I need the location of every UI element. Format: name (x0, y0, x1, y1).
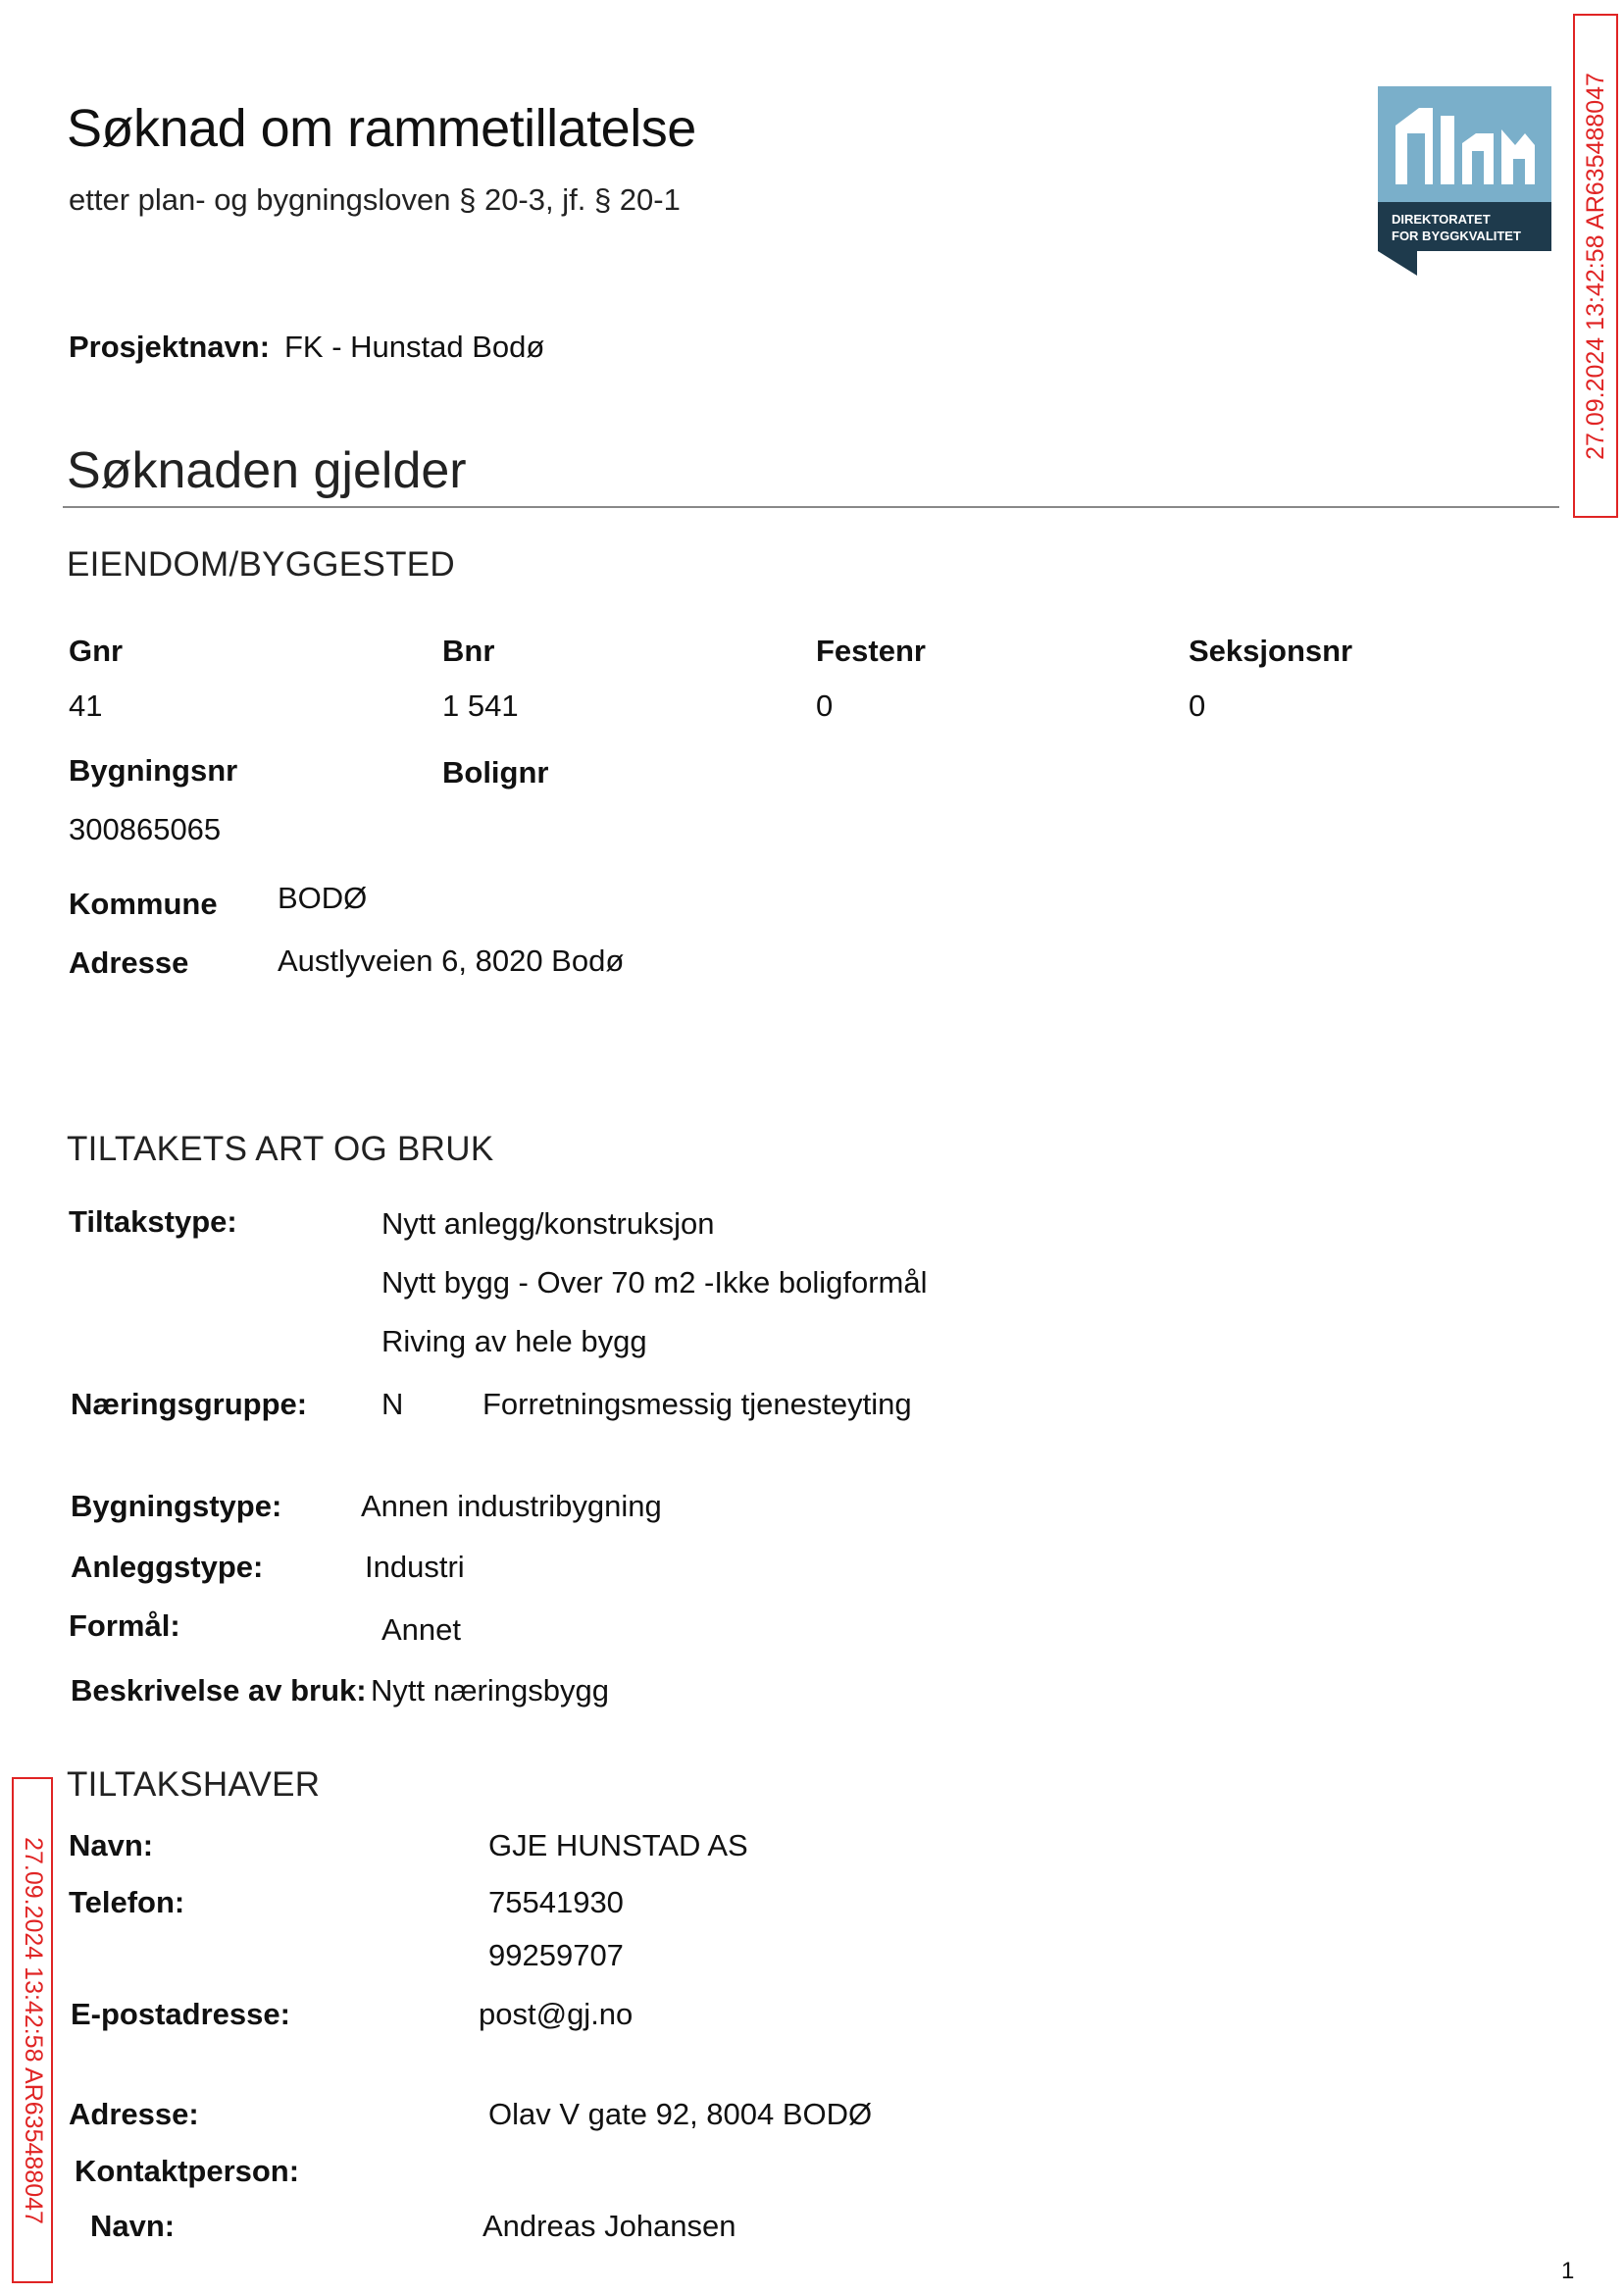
naeringsgruppe-code: N (381, 1387, 404, 1421)
contact-name-value: Andreas Johansen (482, 2209, 736, 2243)
adresse-label: Adresse (69, 945, 189, 980)
section-heading: Søknaden gjelder (67, 442, 467, 499)
applicant-name-value: GJE HUNSTAD AS (488, 1828, 748, 1862)
applicant-phone-value: 75541930 (488, 1885, 624, 1919)
page-number: 1 (1561, 2258, 1575, 2284)
kommune-label: Kommune (69, 887, 218, 921)
applicant-email-value: post@gj.no (479, 1997, 634, 2031)
tiltakstype-item: Nytt anlegg/konstruksjon (381, 1206, 715, 1241)
kommune-value: BODØ (278, 881, 368, 915)
bygningstype-value: Annen industribygning (361, 1489, 662, 1523)
gnr-label: Gnr (69, 634, 124, 668)
naeringsgruppe-text: Forretningsmessig tjenesteyting (482, 1387, 912, 1421)
bygningsnr-label: Bygningsnr (69, 753, 238, 788)
formal-label: Formål: (69, 1608, 180, 1643)
seksjonsnr-value: 0 (1189, 688, 1206, 723)
page-title: Søknad om rammetillatelse (67, 99, 696, 158)
bygningsnr-value: 300865065 (69, 812, 222, 846)
anleggstype-label: Anleggstype: (71, 1550, 264, 1584)
project-name-value: FK - Hunstad Bodø (284, 330, 545, 364)
applicant-phone-value: 99259707 (488, 1938, 624, 1972)
applicant-name-label: Navn: (69, 1828, 154, 1862)
applicant-heading: TILTAKSHAVER (67, 1765, 321, 1804)
bnr-value: 1 541 (442, 688, 519, 723)
registration-stamp-top: 27.09.2024 13:42:58 AR635488047 (1573, 14, 1618, 518)
beskrivelse-value: Nytt næringsbygg (371, 1673, 609, 1708)
property-heading: EIENDOM/BYGGESTED (67, 545, 455, 584)
tiltakstype-label: Tiltakstype: (69, 1204, 237, 1239)
anleggstype-value: Industri (365, 1550, 465, 1584)
bolignr-label: Bolignr (442, 755, 549, 790)
project-name-label: Prosjektnavn: (69, 330, 271, 364)
applicant-email-label: E-postadresse: (71, 1997, 290, 2031)
section-divider (63, 506, 1559, 508)
tiltakstype-item: Riving av hele bygg (381, 1324, 647, 1358)
logo-line1: DIREKTORATET (1392, 212, 1491, 227)
page-subtitle: etter plan- og bygningsloven § 20-3, jf. § 20-1 (69, 182, 681, 217)
bnr-label: Bnr (442, 634, 495, 668)
tiltakstype-item: Nytt bygg - Over 70 m2 -Ikke boligformål (381, 1265, 928, 1300)
applicant-address-value: Olav V gate 92, 8004 BODØ (488, 2097, 873, 2131)
naeringsgruppe-label: Næringsgruppe: (71, 1387, 308, 1421)
logo-line2: FOR BYGGKVALITET (1392, 229, 1521, 243)
registration-stamp-left: 27.09.2024 13:42:58 AR635488047 (12, 1777, 53, 2283)
festenr-label: Festenr (816, 634, 926, 668)
bygningstype-label: Bygningstype: (71, 1489, 282, 1523)
beskrivelse-label: Beskrivelse av bruk: (71, 1673, 367, 1708)
applicant-phone-label: Telefon: (69, 1885, 185, 1919)
formal-value: Annet (381, 1612, 462, 1647)
contact-name-label: Navn: (90, 2209, 176, 2243)
contact-person-label: Kontaktperson: (75, 2154, 300, 2188)
measure-heading: TILTAKETS ART OG BRUK (67, 1130, 494, 1168)
seksjonsnr-label: Seksjonsnr (1189, 634, 1353, 668)
gnr-value: 41 (69, 688, 103, 723)
adresse-value: Austlyveien 6, 8020 Bodø (278, 943, 625, 978)
dibk-logo (1378, 86, 1551, 276)
festenr-value: 0 (816, 688, 834, 723)
applicant-address-label: Adresse: (69, 2097, 199, 2131)
